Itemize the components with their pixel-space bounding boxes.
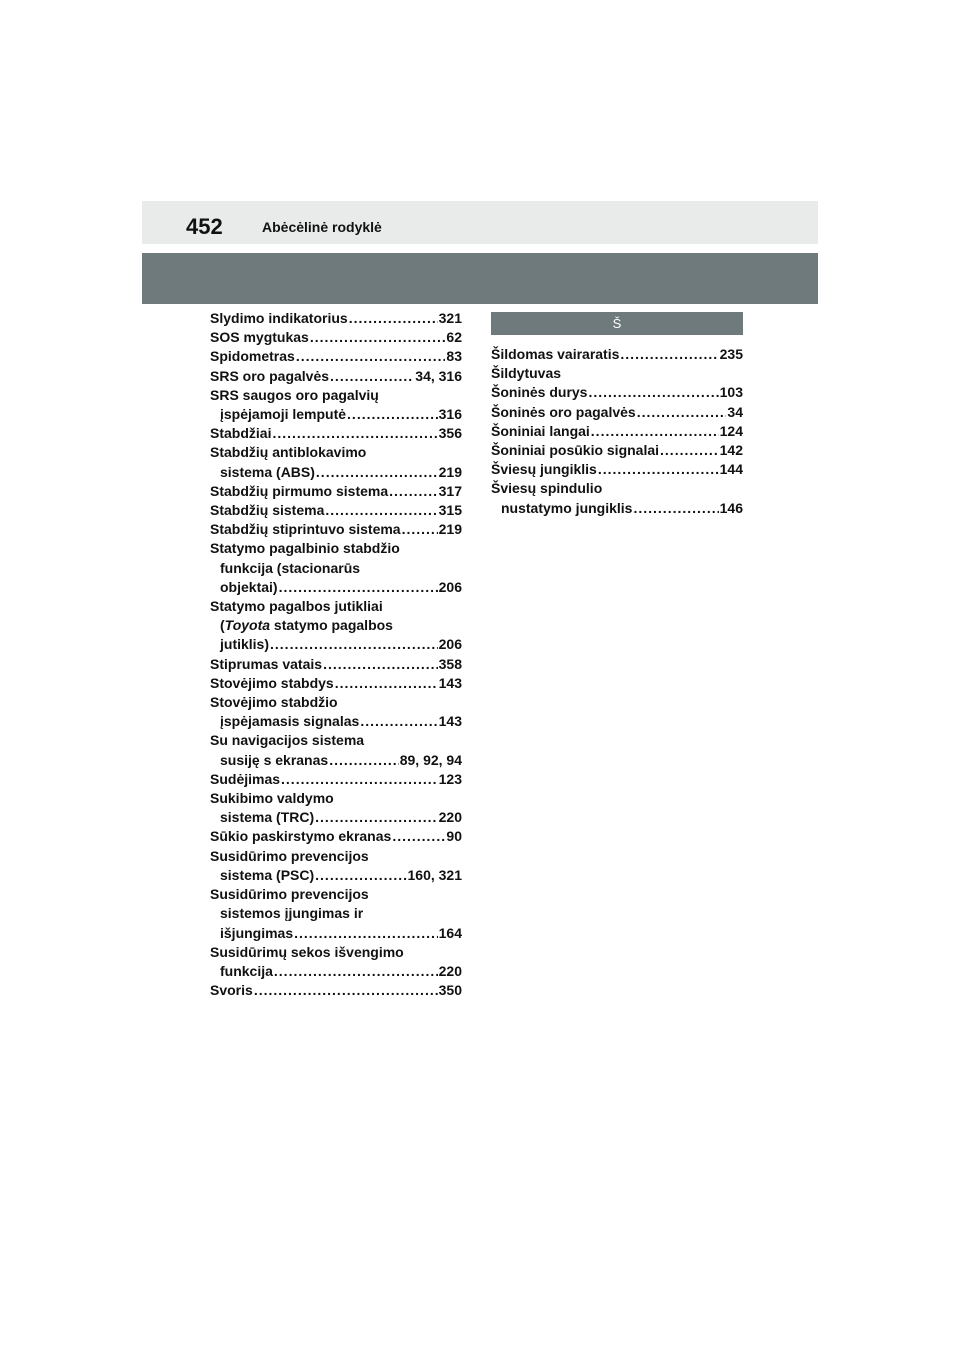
- index-entry: [210, 520, 462, 539]
- index-entry-text: (Toyota statymo pagalbos: [220, 617, 393, 634]
- index-entry-text: nustatymo jungiklis: [501, 499, 633, 516]
- index-entry-line: [491, 441, 743, 460]
- index-entry-pages: 124: [719, 422, 743, 439]
- dot-leader: [315, 866, 406, 885]
- index-entry-line: [210, 635, 462, 654]
- index-column-right: [491, 309, 743, 518]
- index-entry-text: Stabdžių antiblokavimo: [210, 444, 367, 461]
- index-entry-pages: 358: [438, 655, 462, 672]
- dot-leader: [402, 520, 438, 539]
- index-entry-line: [210, 962, 462, 981]
- dot-leader: [310, 328, 446, 347]
- index-entry-line: [210, 328, 462, 347]
- index-entry-pages: 146: [719, 499, 743, 516]
- index-entry-pages: 83: [446, 348, 462, 365]
- header-banner: [142, 253, 818, 304]
- index-entry-line: [210, 655, 462, 674]
- index-entry-line: [210, 539, 462, 558]
- dot-leader: [254, 981, 438, 1000]
- index-entry: [210, 885, 462, 943]
- index-entry-text: SRS oro pagalvės: [210, 367, 330, 384]
- index-entry-pages: 143: [438, 713, 462, 730]
- index-entry-text: jutiklis): [220, 636, 270, 653]
- index-entry-line: [210, 789, 462, 808]
- index-entry-line: [210, 885, 462, 904]
- dot-leader: [389, 482, 437, 501]
- index-entry-pages: 316: [438, 406, 462, 423]
- index-entry: [210, 789, 462, 827]
- index-entry-line: [210, 924, 462, 943]
- index-entry-line: [491, 422, 743, 441]
- index-entry-text: Šviesų jungiklis: [491, 461, 597, 478]
- dot-leader: [316, 463, 438, 482]
- index-entry-pages: 143: [438, 674, 462, 691]
- index-entry: [491, 403, 743, 422]
- dot-leader: [633, 499, 718, 518]
- dot-leader: [620, 345, 718, 364]
- index-entry-pages: 103: [719, 384, 743, 401]
- index-entry: [491, 345, 743, 364]
- index-entry: [210, 847, 462, 885]
- dot-leader: [598, 460, 719, 479]
- index-entry-text: Stovėjimo stabdžio: [210, 694, 338, 711]
- index-entry-pages: 220: [438, 962, 462, 979]
- index-entry: [491, 460, 743, 479]
- section-header-s-caron: Š: [491, 312, 743, 335]
- index-entry-text: Slydimo indikatorius: [210, 310, 348, 326]
- index-entry-text: Šildomas vairaratis: [491, 346, 620, 362]
- index-column-left: [210, 309, 462, 1000]
- index-entry-line: [210, 847, 462, 866]
- index-entry-pages: 142: [719, 442, 743, 459]
- page-title: Abėcėlinė rodyklė: [262, 219, 382, 235]
- index-entry-pages: 219: [438, 521, 462, 538]
- index-entry-line: [210, 981, 462, 1000]
- index-entry-text: Susidūrimų sekos išvengimo: [210, 943, 404, 960]
- index-entry-pages: 89, 92, 94: [399, 751, 462, 768]
- dot-leader: [329, 751, 399, 770]
- header-strip: [142, 201, 818, 244]
- index-entry: [210, 539, 462, 597]
- dot-leader: [360, 712, 437, 731]
- dot-leader: [637, 403, 727, 422]
- index-entry-text: Svoris: [210, 982, 253, 999]
- index-entry-line: [491, 460, 743, 479]
- index-entry-pages: 206: [438, 636, 462, 653]
- index-entry-line: [210, 463, 462, 482]
- index-entry-text: įspėjamasis signalas: [220, 713, 360, 730]
- index-entry-text: sistema (PSC): [220, 866, 315, 883]
- index-entry-line: [210, 943, 462, 962]
- index-entry: [491, 479, 743, 517]
- index-entry-line: [210, 712, 462, 731]
- index-entry-line: [210, 347, 462, 366]
- dot-leader: [279, 578, 438, 597]
- dot-leader: [330, 367, 414, 386]
- index-entry: [210, 597, 462, 655]
- index-entry-pages: 321: [438, 310, 462, 326]
- index-entry-text: SRS saugos oro pagalvių: [210, 386, 379, 403]
- index-entry: [210, 482, 462, 501]
- index-entry: [210, 328, 462, 347]
- index-entry-text: Šoniniai posūkio signalai: [491, 442, 660, 459]
- index-entry-line: [210, 424, 462, 443]
- index-entry-line: [491, 479, 743, 498]
- index-entry-text: Su navigacijos sistema: [210, 732, 365, 749]
- dot-leader: [392, 827, 445, 846]
- index-entry-line: [210, 559, 462, 578]
- index-entry-pages: 317: [438, 482, 462, 499]
- dot-leader: [349, 309, 438, 328]
- index-entry: [210, 693, 462, 731]
- index-entry-pages: 34: [727, 403, 743, 420]
- dot-leader: [272, 424, 437, 443]
- index-entry-line: [210, 443, 462, 462]
- index-entry-text: Stabdžiai: [210, 425, 272, 442]
- dot-leader: [588, 383, 718, 402]
- index-entry-line: [210, 597, 462, 616]
- index-entry-line: [210, 904, 462, 923]
- index-entry: [210, 827, 462, 846]
- index-entry-line: [491, 345, 743, 364]
- dot-leader: [347, 405, 438, 424]
- index-entry: [210, 943, 462, 981]
- index-entry-line: [210, 808, 462, 827]
- index-entry-text: SOS mygtukas: [210, 329, 309, 346]
- index-entry-pages: 315: [438, 502, 462, 519]
- dot-leader: [591, 422, 719, 441]
- index-entry: [210, 731, 462, 769]
- index-entry-pages: 34, 316: [415, 367, 462, 384]
- index-entry-line: [210, 501, 462, 520]
- index-entry-text: funkcija (stacionarūs: [220, 559, 361, 576]
- dot-leader: [315, 808, 438, 827]
- index-entry: [210, 655, 462, 674]
- index-entry-line: [210, 866, 462, 885]
- dot-leader: [296, 347, 446, 366]
- dot-leader: [335, 674, 438, 693]
- dot-leader: [325, 501, 437, 520]
- dot-leader: [294, 924, 438, 943]
- index-entry-text: Statymo pagalbinio stabdžio: [210, 540, 400, 557]
- index-entry-text: Sukibimo valdymo: [210, 790, 334, 807]
- index-entry-pages: 206: [438, 578, 462, 595]
- index-entry-text: Stiprumas vatais: [210, 655, 323, 672]
- index-entry-text: sistema (TRC): [220, 809, 315, 826]
- index-entry-text: Šoniniai langai: [491, 422, 590, 439]
- index-entry-line: [210, 751, 462, 770]
- index-entry: [210, 770, 462, 789]
- index-entry-pages: 160, 321: [407, 866, 462, 883]
- dot-leader: [274, 962, 438, 981]
- index-entry-pages: 90: [446, 828, 462, 845]
- index-entry-text: Šildytuvas: [491, 365, 562, 382]
- index-entry: [210, 386, 462, 424]
- index-entry-line: [210, 827, 462, 846]
- index-entry: [210, 443, 462, 481]
- index-entry: [210, 501, 462, 520]
- index-entry-pages: 235: [719, 346, 743, 362]
- index-entry-pages: 356: [438, 425, 462, 442]
- page-number: 452: [186, 214, 223, 239]
- index-entry: [210, 309, 462, 328]
- index-entry: [491, 383, 743, 402]
- index-entry-line: [491, 383, 743, 402]
- index-entry-text: įspėjamoji lemputė: [220, 406, 347, 423]
- index-entry: [491, 422, 743, 441]
- index-entry-pages: 144: [719, 461, 743, 478]
- index-entry-line: [210, 770, 462, 789]
- index-entry-line: [210, 616, 462, 635]
- index-entry-text: Stabdžių sistema: [210, 502, 325, 519]
- index-entry-pages: 123: [438, 770, 462, 787]
- index-entry-text: sistema (ABS): [220, 463, 315, 480]
- index-entry-pages: 219: [438, 463, 462, 480]
- dot-leader: [323, 655, 438, 674]
- index-entry-line: [210, 578, 462, 597]
- index-entry-line: [210, 731, 462, 750]
- index-entry-pages: 220: [438, 809, 462, 826]
- index-entry-text: Šoninės durys: [491, 384, 588, 401]
- index-entry-pages: 62: [446, 329, 462, 346]
- index-entry-line: [210, 693, 462, 712]
- index-entry-text: Susidūrimo prevencijos: [210, 847, 369, 864]
- index-entry-line: [210, 309, 462, 328]
- index-entry-line: [491, 499, 743, 518]
- index-entry-text: objektai): [220, 578, 278, 595]
- dot-leader: [281, 770, 438, 789]
- index-entry-line: [210, 482, 462, 501]
- index-entry-text: sistemos įjungimas ir: [220, 905, 364, 922]
- index-entry-text: išjungimas: [220, 924, 294, 941]
- index-entry-line: [210, 405, 462, 424]
- index-entry-line: [210, 520, 462, 539]
- index-entry-text: Sūkio paskirstymo ekranas: [210, 828, 392, 845]
- index-entry-line: [210, 367, 462, 386]
- index-entry-text: Šviesų spindulio: [491, 480, 603, 497]
- index-entry-text: Statymo pagalbos jutikliai: [210, 598, 383, 615]
- index-entry-line: [491, 364, 743, 383]
- index-entry-line: [210, 386, 462, 405]
- index-entry-text: funkcija: [220, 962, 273, 979]
- index-entry: [210, 674, 462, 693]
- index-entry-text: Šoninės oro pagalvės: [491, 403, 636, 420]
- index-entry-text: Stovėjimo stabdys: [210, 674, 334, 691]
- index-entry-text: Susidūrimo prevencijos: [210, 886, 369, 903]
- index-entry-text: Stabdžių pirmumo sistema: [210, 482, 389, 499]
- index-entry-text: Sudėjimas: [210, 770, 281, 787]
- index-entry-line: [491, 403, 743, 422]
- index-entry: [210, 981, 462, 1000]
- dot-leader: [270, 635, 438, 654]
- index-entry-line: [210, 674, 462, 693]
- index-entry-text: susiję s ekranas: [220, 751, 329, 768]
- index-entry-pages: 350: [438, 982, 462, 999]
- index-entry: [210, 367, 462, 386]
- index-entry-text: Spidometras: [210, 348, 295, 365]
- index-entry-pages: 164: [438, 924, 462, 941]
- index-entry-text: Stabdžių stiprintuvo sistema: [210, 521, 401, 538]
- index-entry: [491, 364, 743, 383]
- dot-leader: [660, 441, 719, 460]
- index-entry: [491, 441, 743, 460]
- index-entry: [210, 347, 462, 366]
- index-entry: [210, 424, 462, 443]
